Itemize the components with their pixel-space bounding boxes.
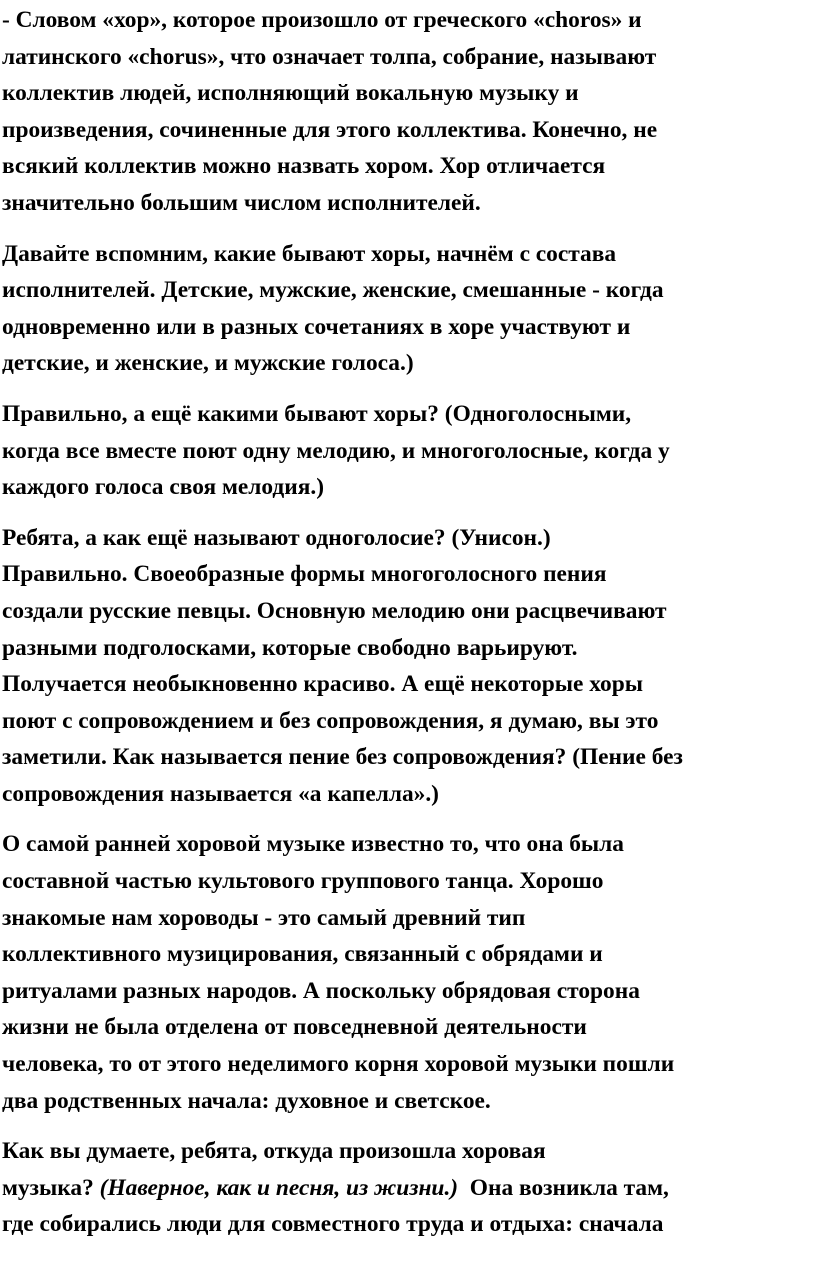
text-line: Как вы думаете, ребята, откуда произошла хоровая bbox=[2, 1138, 546, 1165]
paragraph-5 bbox=[2, 826, 814, 1119]
text-line: ритуалами разных народов. А поскольку обрядовая сторона bbox=[2, 977, 640, 1004]
text-line: одновременно или в разных сочетаниях в хоре участвуют и bbox=[2, 313, 631, 340]
italic-answer: (Наверное, как и песня, из жизни.) bbox=[99, 1174, 459, 1201]
text-line: жизни не была отделена от повседневной деятельности bbox=[2, 1014, 587, 1041]
text-line: Правильно. Своеобразные формы многоголосного пения bbox=[2, 561, 607, 588]
text-line: исполнителей. Детские, мужские, женские, смешанные - когда bbox=[2, 277, 664, 304]
document-page bbox=[2, 0, 814, 1257]
text-line-mixed bbox=[2, 1170, 814, 1207]
paragraph-6 bbox=[2, 1133, 814, 1243]
paragraph-4 bbox=[2, 520, 814, 813]
text-line: составной частью культового группового танца. Хорошо bbox=[2, 868, 604, 895]
text-line: создали русские певцы. Основную мелодию они расцвечивают bbox=[2, 597, 667, 624]
text-line: латинского «chorus», что означает толпа, собрание, называют bbox=[2, 43, 657, 70]
text-segment: Она возникла там, bbox=[458, 1174, 669, 1201]
text-line: поют с сопровождением и без сопровождения, я думаю, вы это bbox=[2, 707, 659, 734]
text-line: сопровождения называется «а капелла».) bbox=[2, 780, 439, 807]
text-line: О самой ранней хоровой музыке известно то, что она была bbox=[2, 831, 624, 858]
text-line: заметили. Как называется пение без сопровождения? (Пение без bbox=[2, 744, 683, 771]
text-line: Правильно, а ещё какими бывают хоры? (Одноголосными, bbox=[2, 400, 632, 427]
text-segment: музыка? bbox=[2, 1174, 100, 1201]
text-line: Давайте вспомним, какие бывают хоры, начнём с состава bbox=[2, 240, 617, 267]
text-line: знакомые нам хороводы - это самый древний тип bbox=[2, 904, 526, 931]
text-line: два родственных начала: духовное и светское. bbox=[2, 1087, 491, 1114]
paragraph-2 bbox=[2, 236, 814, 382]
text-line: Ребята, а как ещё называют одноголосие? (Унисон.) bbox=[2, 524, 551, 551]
paragraph-1 bbox=[2, 2, 814, 222]
text-line: коллективного музицирования, связанный с обрядами и bbox=[2, 941, 603, 968]
text-line: - Словом «хор», которое произошло от греческого «choros» и bbox=[2, 7, 642, 33]
text-line: Получается необыкновенно красиво. А ещё некоторые хоры bbox=[2, 671, 643, 698]
text-line: разными подголосками, которые свободно варьируют. bbox=[2, 634, 578, 661]
text-line: коллектив людей, исполняющий вокальную музыку и bbox=[2, 80, 579, 107]
paragraph-3 bbox=[2, 396, 814, 506]
text-line: каждого голоса своя мелодия.) bbox=[2, 474, 325, 501]
text-line: где собирались люди для совместного труда и отдыха: сначала bbox=[2, 1211, 664, 1238]
text-line: детские, и женские, и мужские голоса.) bbox=[2, 350, 414, 377]
text-line: произведения, сочиненные для этого коллектива. Конечно, не bbox=[2, 116, 658, 143]
text-line: человека, то от этого неделимого корня хоровой музыки пошли bbox=[2, 1051, 675, 1078]
text-line: когда все вместе поют одну мелодию, и многоголосные, когда у bbox=[2, 437, 670, 464]
text-line: всякий коллектив можно назвать хором. Хор отличается bbox=[2, 153, 606, 180]
text-line: значительно большим числом исполнителей. bbox=[2, 189, 481, 216]
